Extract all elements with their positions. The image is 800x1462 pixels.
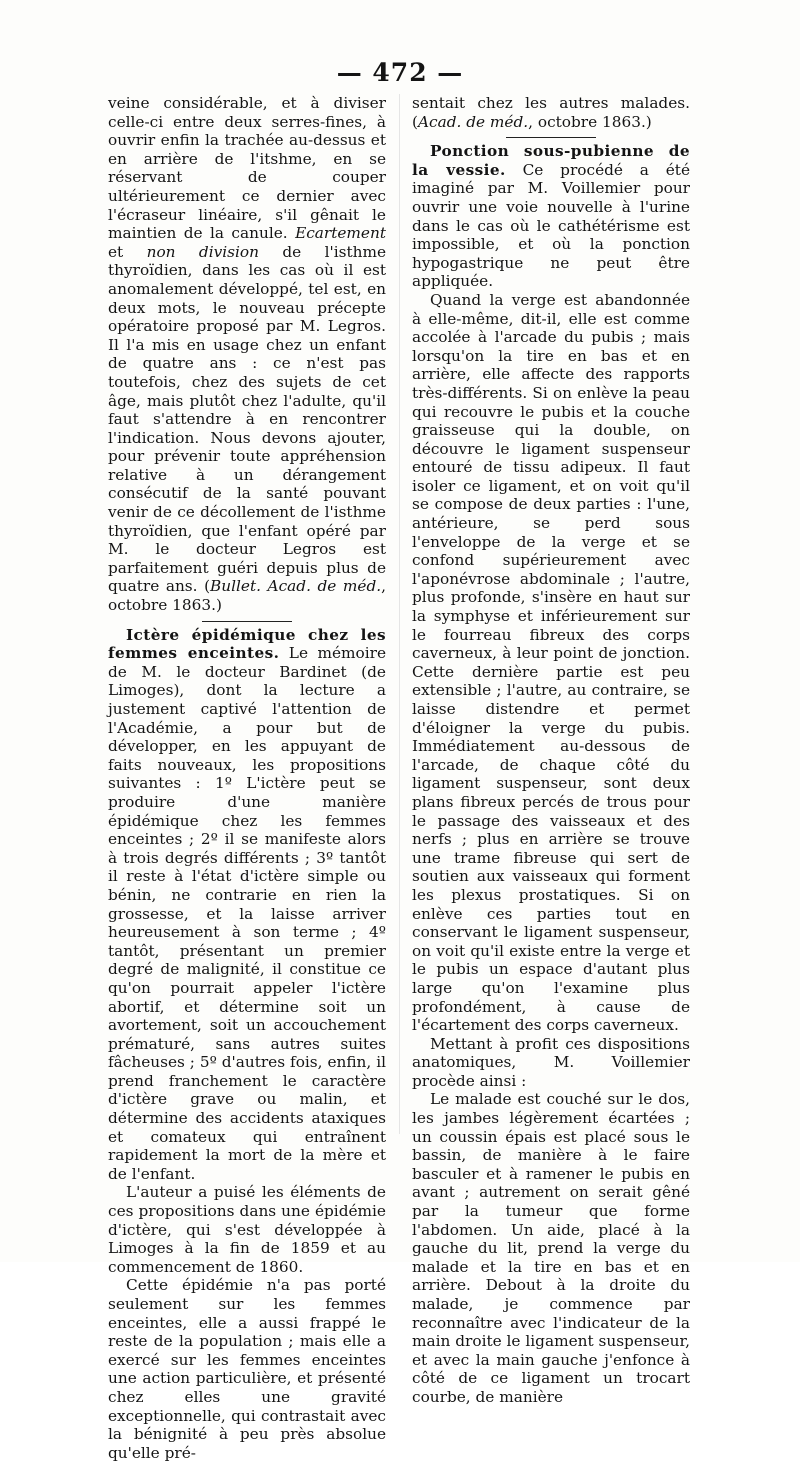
right-column: [412, 94, 691, 1406]
paragraph-auteur: L'auteur a puisé les éléments de ces propositions dans une épidémie d'ictère, qui s'est développée à Limoges à la fin de 1859 et au commencement de 1860.: [108, 1183, 386, 1276]
paragraph-malade: Le malade est couché sur le dos, les jambes légèrement écartées ; un coussin épais est placé sous le bassin, de manière à le faire basculer et à ramener le pubis en avant ; autrement on serait gêné par la tumeur que forme l'abdomen. Un aide, placé à la gauche du lit, prend la verge du malade et la tire en bas et en arrière. Debout à la droite du malade, je commence par reconnaître avec l'indicateur de la main droite le ligament suspenseur, et avec la main gauche j'enfonce à côté de ce ligament un trocart courbe, de manière: [412, 1090, 690, 1406]
paragraph-anatomie: Quand la verge est abandonnée à elle-même, dit-il, elle est comme accolée à l'arcade du pubis ; mais lorsqu'on la tire en bas et en arrière, elle affecte des rapports très-différents. Si on enlève la peau qui recouvre le pubis et la couche graisseuse qui la double, on découvre le ligament suspenseur entouré de tissu adipeux. Il faut isoler ce ligament, et on voit qu'il se compose de deux parties : l'une, antérieure, se perd sous l'enveloppe de la verge et se confond supérieurement avec l'aponévrose abdominale ; l'autre, plus profonde, s'insère en haut sur la symphyse et inférieurement sur le fourreau fibreux des corps caverneux, à leur point de jonction. Cette dernière partie est peu extensible ; l'autre, au contraire, se laisse distendre et permet d'éloigner la verge du pubis. Immédiatement au-dessous de l'arcade, de chaque côté du ligament suspenseur, sont deux plans fibreux percés de trous pour le passage des vaisseaux et des nerfs ; plus en arrière se trouve une trame fibreuse qui sert de soutien aux vaisseaux qui forment les plexus prostatiques. Si on enlève ces parties tout en conservant le ligament suspenseur, on voit qu'il existe entre la verge et le pubis un espace d'autant plus large qu'on l'examine plus profondément, à cause de l'écartement des corps caverneux.: [412, 290, 690, 1035]
italic-term: Ecartement: [295, 224, 386, 243]
text-span: et: [108, 242, 147, 261]
section-divider: [202, 621, 292, 622]
page-number: — 472 —: [336, 58, 464, 87]
citation-date: , octobre 1863.): [108, 577, 386, 615]
paragraph-isthme: [108, 94, 386, 615]
section-divider: [506, 137, 596, 138]
paragraph-ictere: [108, 626, 386, 1184]
paragraph-continuation: [412, 94, 690, 131]
left-column: [108, 94, 386, 1462]
section-heading: Ictère épidémique chez les femmes enceintes.: [108, 625, 386, 663]
text-span: sentait chez les autres malades. (: [412, 94, 690, 131]
text-span: Ce procédé a été imaginé par M. Voillemier pour ouvrir une voie nouvelle à l'urine dans le cas où le cathétérisme est impossible, et où la ponction hypogastrique ne peut être appliquée.: [412, 160, 691, 291]
text-span: veine considérable, et à diviser celle-ci entre deux serres-fines, à ouvrir enfin la trachée au-dessus et en arrière de l'itshme, en se réservant de couper ultérieurement ce dernier avec l'écraseur linéaire, s'il gênait le maintien de la canule.: [108, 94, 386, 243]
paragraph-epidemie: Cette épidémie n'a pas porté seulement sur les femmes enceintes, elle a aussi frappé le reste de la population ; mais elle a exercé sur les femmes enceintes une action particulière, et présenté chez elles une gravité exceptionnelle, qui contrastait avec la bénignité à peu près absolue qu'elle pré-: [108, 1276, 386, 1462]
citation-date: , octobre 1863.): [528, 112, 652, 131]
column-gutter: [399, 94, 400, 1134]
paragraph-procede: Mettant à profit ces dispositions anatomiques, M. Voillemier procède ainsi :: [412, 1034, 690, 1090]
text-span: de l'isthme thyroïdien, dans les cas où il est anomalement développé, tel est, en deux mots, le nouveau précepte opératoire proposé par M. Legros. Il l'a mis en usage chez un enfant de quatre ans : ce n'est pas toutefois, chez des sujets de cet âge, mais plutôt chez l'adulte, qu'il faut s'attendre à en rencontrer l'indication. Nous devons ajouter, pour prévenir toute appréhension relative à un dérangement consécutif de la santé pouvant venir de ce décollement de l'isthme thyroïdien, que l'enfant opéré par M. le docteur Legros est parfaitement guéri depuis plus de quatre ans. (: [108, 242, 386, 596]
section-heading: Ponction sous-pubienne de la vessie.: [412, 142, 690, 179]
text-span: Le mémoire de M. le docteur Bardinet (de Limoges), dont la lecture a justement captivé l'attention de l'Académie, a pour but de développer, en les appuyant de faits nouveaux, les propositions suivantes : 1º L'ictère peut se produire d'une manière épidémique chez les femmes enceintes ; 2º il se manifeste alors à trois degrés différents ; 3º tantôt il reste à l'état d'ictère simple ou bénin, ne contrarie en rien la grossesse, et la laisse arriver heureusement à son terme ; 4º tantôt, présentant un premier degré de malignité, il constitue ce qu'on pourrait appeler l'ictère abortif, et détermine soit un avortement, soit un accouchement prématuré, sans autres suites fâcheuses ; 5º d'autres fois, enfin, il prend franchement le caractère d'ictère grave ou malin, et détermine des accidents ataxiques et comateux qui entraînent rapidement la mort de la mère et de l'enfant.: [108, 644, 386, 1183]
citation-source: Bullet. Acad. de méd.: [210, 577, 382, 596]
citation-source: Acad. de méd.: [417, 112, 529, 131]
italic-term: non division: [146, 242, 259, 261]
paragraph-ponction: [412, 142, 690, 291]
